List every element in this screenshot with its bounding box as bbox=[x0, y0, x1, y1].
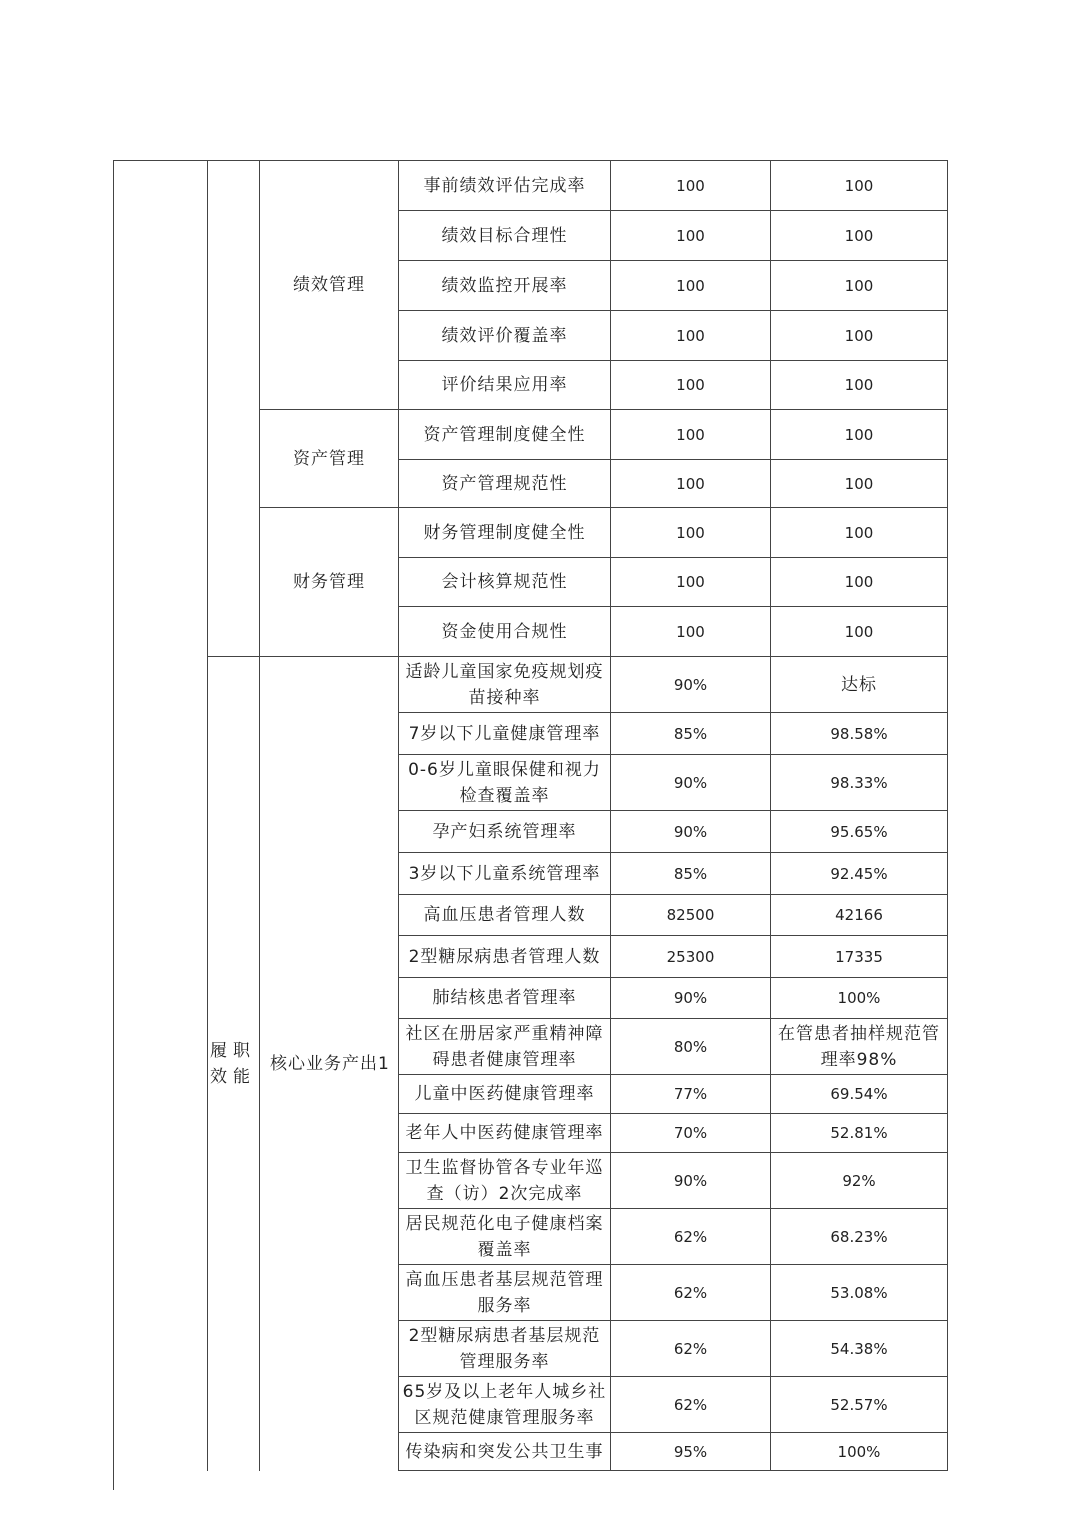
sub-category-cell: 绩效管理 bbox=[260, 161, 399, 410]
actual-value-cell: 达标 bbox=[771, 657, 948, 713]
actual-value-cell: 100 bbox=[771, 607, 948, 657]
indicator-cell: 高血压患者基层规范管理服务率 bbox=[399, 1265, 611, 1321]
target-value-cell: 25300 bbox=[611, 936, 771, 978]
indicator-cell: 儿童中医药健康管理率 bbox=[399, 1075, 611, 1114]
table-row bbox=[114, 161, 948, 211]
target-value-cell: 100 bbox=[611, 508, 771, 558]
indicator-cell: 财务管理制度健全性 bbox=[399, 508, 611, 558]
indicator-cell: 资金使用合规性 bbox=[399, 607, 611, 657]
indicator-cell: 孕产妇系统管理率 bbox=[399, 811, 611, 853]
indicator-cell: 绩效评价覆盖率 bbox=[399, 311, 611, 361]
target-value-cell: 100 bbox=[611, 161, 771, 211]
target-value-cell: 95% bbox=[611, 1433, 771, 1471]
indicator-cell: 0-6岁儿童眼保健和视力检查覆盖率 bbox=[399, 755, 611, 811]
actual-value-cell: 54.38% bbox=[771, 1321, 948, 1377]
actual-value-cell: 52.57% bbox=[771, 1377, 948, 1433]
target-value-cell: 90% bbox=[611, 811, 771, 853]
target-value-cell: 100 bbox=[611, 558, 771, 607]
actual-value-cell: 100 bbox=[771, 410, 948, 460]
target-value-cell: 62% bbox=[611, 1265, 771, 1321]
indicator-cell: 卫生监督协管各专业年巡查（访）2次完成率 bbox=[399, 1153, 611, 1209]
actual-value-cell: 100 bbox=[771, 361, 948, 410]
outer-border-line bbox=[113, 1470, 114, 1490]
actual-value-cell: 52.81% bbox=[771, 1114, 948, 1153]
actual-value-cell: 92.45% bbox=[771, 853, 948, 895]
indicator-cell: 适龄儿童国家免疫规划疫苗接种率 bbox=[399, 657, 611, 713]
sub-category-cell: 资产管理 bbox=[260, 410, 399, 508]
indicator-cell: 7岁以下儿童健康管理率 bbox=[399, 713, 611, 755]
category-col-b bbox=[208, 161, 260, 657]
actual-value-cell: 100% bbox=[771, 978, 948, 1019]
target-value-cell: 70% bbox=[611, 1114, 771, 1153]
sub-category-cell: 核心业务产出1 bbox=[260, 657, 399, 1471]
actual-value-cell: 100 bbox=[771, 508, 948, 558]
actual-value-cell: 98.58% bbox=[771, 713, 948, 755]
target-value-cell: 90% bbox=[611, 1153, 771, 1209]
actual-value-cell: 100 bbox=[771, 460, 948, 508]
table-row bbox=[114, 657, 948, 713]
target-value-cell: 100 bbox=[611, 607, 771, 657]
indicator-cell: 社区在册居家严重精神障碍患者健康管理率 bbox=[399, 1019, 611, 1075]
actual-value-cell: 42166 bbox=[771, 895, 948, 936]
target-value-cell: 100 bbox=[611, 361, 771, 410]
actual-value-cell: 在管患者抽样规范管理率98% bbox=[771, 1019, 948, 1075]
actual-value-cell: 100% bbox=[771, 1433, 948, 1471]
indicator-cell: 资产管理规范性 bbox=[399, 460, 611, 508]
target-value-cell: 62% bbox=[611, 1321, 771, 1377]
indicator-cell: 传染病和突发公共卫生事 bbox=[399, 1433, 611, 1471]
actual-value-cell: 98.33% bbox=[771, 755, 948, 811]
target-value-cell: 82500 bbox=[611, 895, 771, 936]
target-value-cell: 80% bbox=[611, 1019, 771, 1075]
indicator-cell: 资产管理制度健全性 bbox=[399, 410, 611, 460]
target-value-cell: 77% bbox=[611, 1075, 771, 1114]
actual-value-cell: 100 bbox=[771, 161, 948, 211]
target-value-cell: 62% bbox=[611, 1377, 771, 1433]
category-label-cell: 履职效能 bbox=[208, 657, 260, 1471]
indicator-cell: 居民规范化电子健康档案覆盖率 bbox=[399, 1209, 611, 1265]
indicator-cell: 2型糖尿病患者管理人数 bbox=[399, 936, 611, 978]
actual-value-cell: 53.08% bbox=[771, 1265, 948, 1321]
target-value-cell: 85% bbox=[611, 853, 771, 895]
indicator-table-wrap bbox=[113, 160, 948, 1471]
actual-value-cell: 100 bbox=[771, 311, 948, 361]
actual-value-cell: 92% bbox=[771, 1153, 948, 1209]
target-value-cell: 85% bbox=[611, 713, 771, 755]
indicator-table bbox=[113, 160, 948, 1471]
sub-category-cell: 财务管理 bbox=[260, 508, 399, 657]
actual-value-cell: 68.23% bbox=[771, 1209, 948, 1265]
actual-value-cell: 95.65% bbox=[771, 811, 948, 853]
target-value-cell: 100 bbox=[611, 211, 771, 261]
indicator-cell: 事前绩效评估完成率 bbox=[399, 161, 611, 211]
indicator-cell: 绩效目标合理性 bbox=[399, 211, 611, 261]
indicator-cell: 高血压患者管理人数 bbox=[399, 895, 611, 936]
indicator-cell: 会计核算规范性 bbox=[399, 558, 611, 607]
indicator-cell: 2型糖尿病患者基层规范管理服务率 bbox=[399, 1321, 611, 1377]
target-value-cell: 100 bbox=[611, 460, 771, 508]
target-value-cell: 90% bbox=[611, 755, 771, 811]
target-value-cell: 90% bbox=[611, 978, 771, 1019]
actual-value-cell: 100 bbox=[771, 211, 948, 261]
target-value-cell: 100 bbox=[611, 311, 771, 361]
indicator-cell: 绩效监控开展率 bbox=[399, 261, 611, 311]
indicator-cell: 65岁及以上老年人城乡社区规范健康管理服务率 bbox=[399, 1377, 611, 1433]
indicator-cell: 评价结果应用率 bbox=[399, 361, 611, 410]
actual-value-cell: 17335 bbox=[771, 936, 948, 978]
target-value-cell: 90% bbox=[611, 657, 771, 713]
actual-value-cell: 69.54% bbox=[771, 1075, 948, 1114]
target-value-cell: 62% bbox=[611, 1209, 771, 1265]
target-value-cell: 100 bbox=[611, 261, 771, 311]
indicator-cell: 肺结核患者管理率 bbox=[399, 978, 611, 1019]
actual-value-cell: 100 bbox=[771, 261, 948, 311]
category-col-a bbox=[114, 161, 208, 1471]
target-value-cell: 100 bbox=[611, 410, 771, 460]
actual-value-cell: 100 bbox=[771, 558, 948, 607]
indicator-cell: 3岁以下儿童系统管理率 bbox=[399, 853, 611, 895]
indicator-cell: 老年人中医药健康管理率 bbox=[399, 1114, 611, 1153]
